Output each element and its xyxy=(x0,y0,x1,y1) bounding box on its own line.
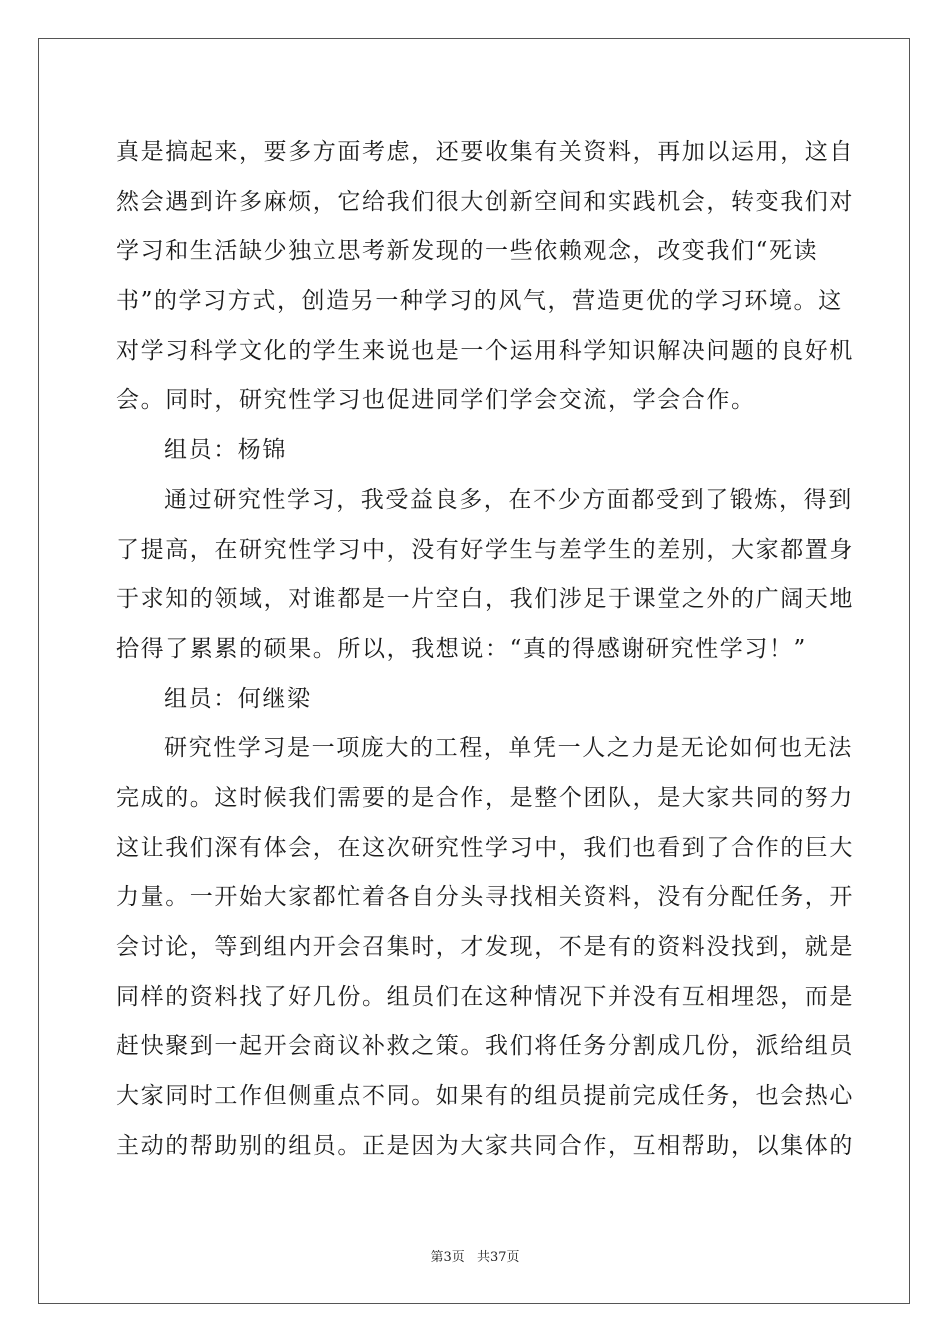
text-line: 然会遇到许多麻烦，它给我们很大创新空间和实践机会，转变我们对 xyxy=(116,188,854,215)
text-line: 了提高，在研究性学习中，没有好学生与差学生的差别，大家都置身 xyxy=(116,536,854,563)
text-line: 会讨论，等到组内开会召集时，才发现，不是有的资料没找到，就是 xyxy=(116,934,854,960)
text-line: 完成的。这时候我们需要的是合作，是整个团队，是大家共同的努力 xyxy=(116,784,854,811)
text-line: 于求知的领域，对谁都是一片空白，我们涉足于课堂之外的广阔天地 xyxy=(116,586,854,613)
text-line: 主动的帮助别的组员。正是因为大家共同合作，互相帮助，以集体的 xyxy=(116,1132,854,1159)
text-line: 同样的资料找了好几份。组员们在这种情况下并没有互相埋怨，而是 xyxy=(116,983,854,1010)
text-line: 这让我们深有体会，在这次研究性学习中，我们也看到了合作的巨大 xyxy=(116,834,854,861)
text-line: 对学习科学文化的学生来说也是一个运用科学知识解决问题的良好机 xyxy=(116,337,854,364)
page-number: 第3页 xyxy=(430,1250,465,1265)
document-body xyxy=(116,128,854,1171)
member-heading: 组员：杨锦 xyxy=(164,437,287,464)
text-line: 通过研究性学习，我受益良多，在不少方面都受到了锻炼，得到 xyxy=(164,486,853,513)
text-line: 书”的学习方式，创造另一种学习的风气，营造更优的学习环境。这 xyxy=(116,288,843,315)
text-line: 拾得了累累的硕果。所以，我想说：“真的得感谢研究性学习！” xyxy=(116,635,807,662)
text-line: 大家同时工作但侧重点不同。如果有的组员提前完成任务，也会热心 xyxy=(116,1083,854,1110)
text-line: 会。同时，研究性学习也促进同学们学会交流，学会合作。 xyxy=(116,387,756,414)
text-line: 研究性学习是一项庞大的工程，单凭一人之力是无论如何也无法 xyxy=(164,735,853,762)
page-total: 共37页 xyxy=(476,1250,520,1265)
text-line: 赶快聚到一起开会商议补救之策。我们将任务分割成几份，派给组员 xyxy=(116,1033,854,1060)
text-line: 力量。一开始大家都忙着各自分头寻找相关资料，没有分配任务，开 xyxy=(116,884,854,911)
text-line: 学习和生活缺少独立思考新发现的一些依赖观念，改变我们“死读 xyxy=(116,238,819,265)
page-footer xyxy=(0,1246,950,1265)
member-heading: 组员：何继梁 xyxy=(164,685,312,712)
text-line: 真是搞起来，要多方面考虑，还要收集有关资料，再加以运用，这自 xyxy=(116,139,854,165)
